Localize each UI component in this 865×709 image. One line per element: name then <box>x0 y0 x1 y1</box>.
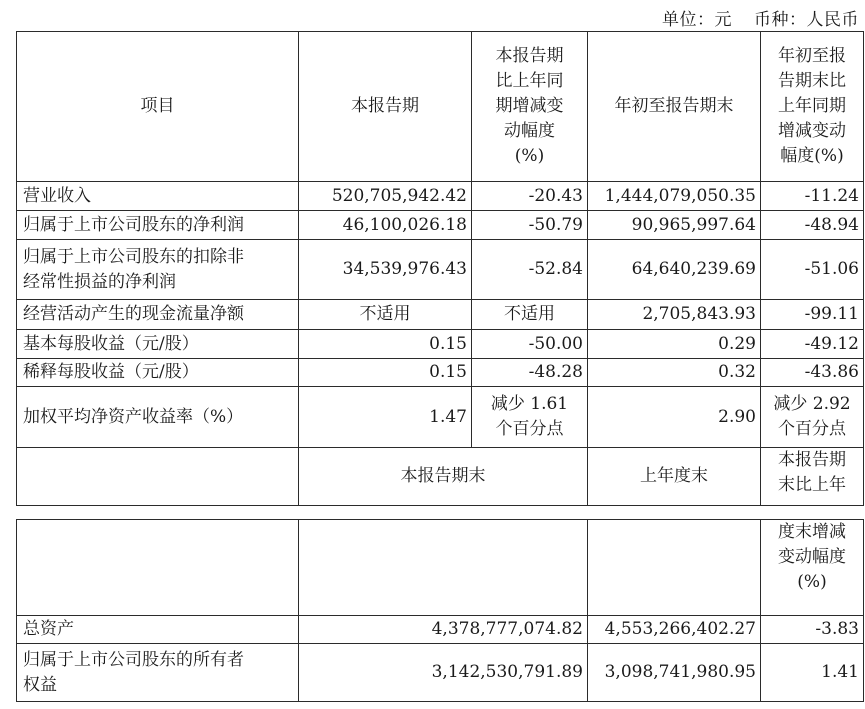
row-ytd: 64,640,239.69 <box>588 240 761 300</box>
row-item: 基本每股收益（元/股） <box>17 330 299 359</box>
row-period-end: 3,142,530,791.89 <box>299 644 588 702</box>
row-ytd: 2.90 <box>588 387 761 448</box>
row-item: 稀释每股收益（元/股） <box>17 359 299 387</box>
row-ytd-change: -49.12 <box>761 330 864 359</box>
header-ytd: 年初至报告期末 <box>588 32 761 182</box>
subheader-cont-empty-2 <box>299 520 588 616</box>
row-item: 经营活动产生的现金流量净额 <box>17 300 299 330</box>
table-row <box>17 616 864 644</box>
table-header-row <box>17 32 864 182</box>
row-item: 营业收入 <box>17 182 299 211</box>
balance-subheader-cont-row <box>17 520 864 616</box>
row-current: 0.15 <box>299 359 472 387</box>
unit-currency-line <box>662 5 859 30</box>
table-row <box>17 387 864 448</box>
row-ytd: 0.32 <box>588 359 761 387</box>
subheader-cont-empty-3 <box>588 520 761 616</box>
row-ytd-change: -51.06 <box>761 240 864 300</box>
header-item: 项目 <box>17 32 299 182</box>
row-current: 520,705,942.42 <box>299 182 472 211</box>
table-row <box>17 644 864 702</box>
table-row <box>17 330 864 359</box>
row-ytd-change: -11.24 <box>761 182 864 211</box>
row-ytd-change: -43.86 <box>761 359 864 387</box>
row-current-change: -20.43 <box>472 182 588 211</box>
subheader-change-cont: 度末增减 变动幅度 (%) <box>761 520 864 616</box>
row-current-change: 不适用 <box>472 300 588 330</box>
subheader-empty <box>17 448 299 506</box>
header-current-period: 本报告期 <box>299 32 472 182</box>
row-current-change: -52.84 <box>472 240 588 300</box>
row-prior-year-end: 3,098,741,980.95 <box>588 644 761 702</box>
row-current-change: 减少 1.61 个百分点 <box>472 387 588 448</box>
row-current: 0.15 <box>299 330 472 359</box>
table-row <box>17 300 864 330</box>
table-row <box>17 359 864 387</box>
row-change: 1.41 <box>761 644 864 702</box>
subheader-change: 本报告期 末比上年 <box>761 448 864 506</box>
row-current: 不适用 <box>299 300 472 330</box>
row-prior-year-end: 4,553,266,402.27 <box>588 616 761 644</box>
balance-sheet-table <box>16 519 864 702</box>
header-ytd-change: 年初至报 告期末比 上年同期 增减变动 幅度(%) <box>761 32 864 182</box>
row-current: 34,539,976.43 <box>299 240 472 300</box>
unit-label: 单位：元 <box>662 10 732 30</box>
row-ytd: 0.29 <box>588 330 761 359</box>
row-item: 总资产 <box>17 616 299 644</box>
currency-label: 币种：人民币 <box>754 10 859 30</box>
row-ytd: 90,965,997.64 <box>588 211 761 240</box>
table-row <box>17 240 864 300</box>
row-period-end: 4,378,777,074.82 <box>299 616 588 644</box>
row-current: 1.47 <box>299 387 472 448</box>
financial-summary-table <box>16 31 864 506</box>
balance-subheader-row <box>17 448 864 506</box>
row-current-change: -48.28 <box>472 359 588 387</box>
header-current-change: 本报告期 比上年同 期增减变 动幅度 (%) <box>472 32 588 182</box>
row-item: 归属于上市公司股东的所有者 权益 <box>17 644 299 702</box>
table-row <box>17 182 864 211</box>
subheader-cont-empty-1 <box>17 520 299 616</box>
subheader-period-end: 本报告期末 <box>299 448 588 506</box>
table-row <box>17 211 864 240</box>
row-ytd: 1,444,079,050.35 <box>588 182 761 211</box>
row-ytd: 2,705,843.93 <box>588 300 761 330</box>
row-ytd-change: -48.94 <box>761 211 864 240</box>
row-ytd-change: -99.11 <box>761 300 864 330</box>
row-change: -3.83 <box>761 616 864 644</box>
row-item: 归属于上市公司股东的扣除非 经常性损益的净利润 <box>17 240 299 300</box>
row-current-change: -50.79 <box>472 211 588 240</box>
subheader-prior-year-end: 上年度末 <box>588 448 761 506</box>
row-current: 46,100,026.18 <box>299 211 472 240</box>
row-item: 加权平均净资产收益率（%） <box>17 387 299 448</box>
row-item: 归属于上市公司股东的净利润 <box>17 211 299 240</box>
row-current-change: -50.00 <box>472 330 588 359</box>
row-ytd-change: 减少 2.92 个百分点 <box>761 387 864 448</box>
